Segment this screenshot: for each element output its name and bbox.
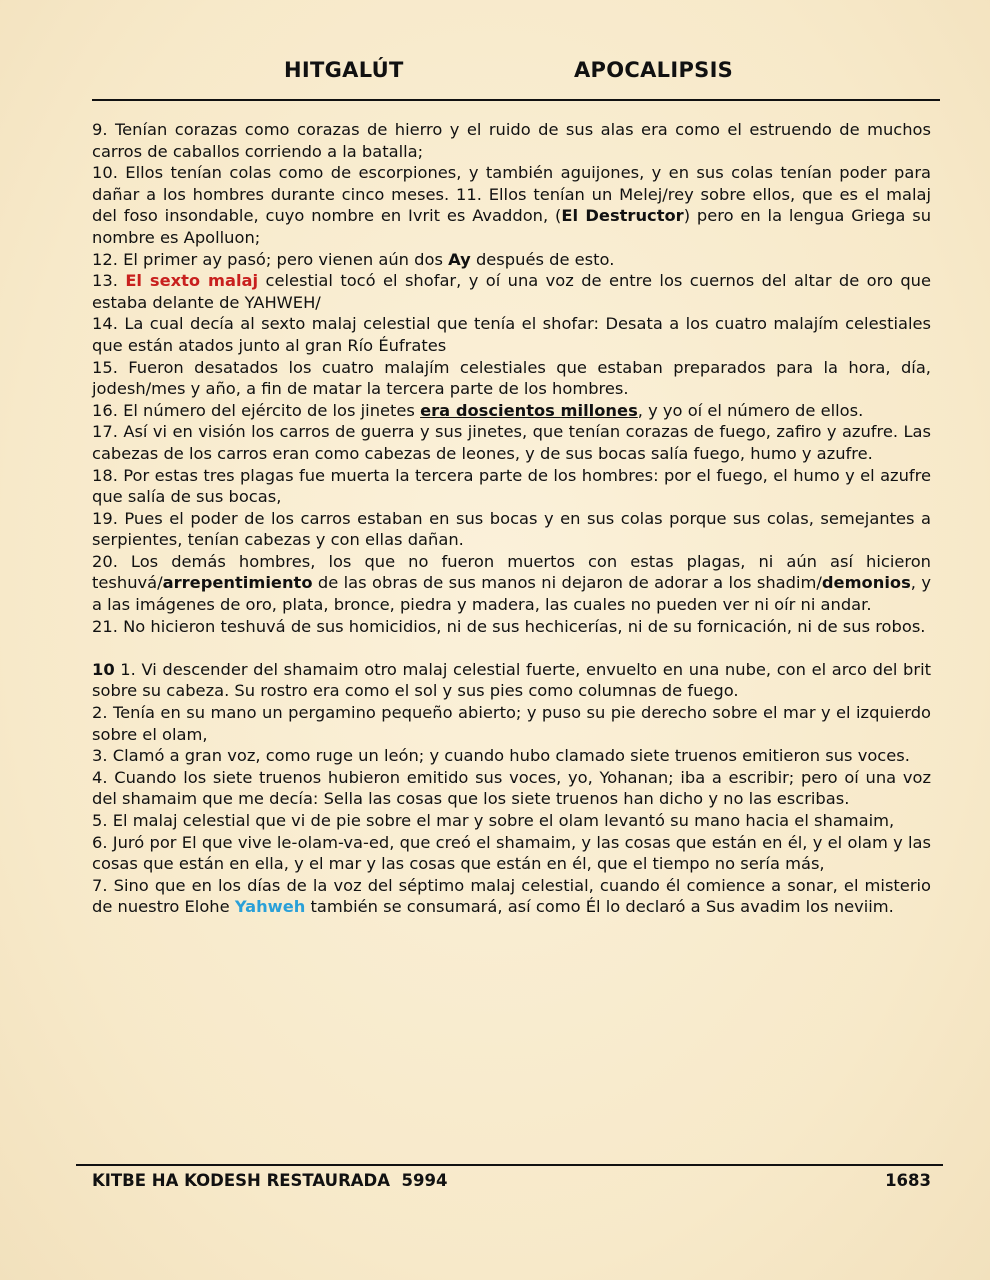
verse-14: 14. La cual decía al sexto malaj celestial que tenía el shofar: Desata a los cuatro malajím celestiales que están atados junto al gran Río Éufrates — [92, 314, 931, 355]
header-book-name: APOCALIPSIS — [574, 58, 734, 82]
verse-21: 21. No hicieron teshuvá de sus homicidios, ni de sus hechicerías, ni de su fornicación, ni de sus robos. — [92, 616, 926, 636]
verse-18: 18. Por estas tres plagas fue muerta la tercera parte de los hombres: por el fuego, el humo y el azufre que salía de sus bocas, — [92, 465, 931, 507]
underlined-doscientos-millones: era doscientos millones — [420, 400, 638, 420]
verse-9: 9. Tenían corazas como corazas de hierro y el ruido de sus alas era como el estruendo de muchos carros de caballos corriendo a la batalla; — [92, 120, 931, 161]
page-header — [0, 58, 990, 90]
chapter-10-verse-7: 7. Sino que en los días de la voz del séptimo malaj celestial, cuando él comience a sonar, el misterio de nuestro Elohe Yahweh también se consumará, así como Él lo declaró a Sus avadim los neviim. — [92, 875, 931, 917]
bold-el-destructor: El Destructor — [561, 206, 684, 226]
blue-yahweh: Yahweh — [234, 897, 306, 917]
footer-rule — [76, 1164, 943, 1166]
bold-demonios: demonios — [821, 573, 911, 593]
footer-book-edition: KITBE HA KODESH RESTAURADA 5994 — [92, 1171, 448, 1190]
chapter-10-verse-2: 2. Tenía en su mano un pergamino pequeño abierto; y puso su pie derecho sobre el mar y el izquierdo sobre el olam, — [92, 703, 931, 744]
header-rule — [92, 99, 940, 101]
chapter-number: 10 — [92, 659, 115, 679]
bold-arrepentimiento: arrepentimiento — [162, 573, 313, 593]
verse-17: 17. Así vi en visión los carros de guerra y sus jinetes, que tenían corazas de fuego, zafiro y azufre. Las cabezas de los carros eran como cabezas de leones, y de sus bocas salía fuego, humo y azufre. — [92, 422, 931, 463]
header-book-title: HITGALÚT — [284, 58, 404, 82]
page-number: 1683 — [885, 1171, 931, 1190]
verse-13: 13. El sexto malaj celestial tocó el shofar, y oí una voz de entre los cuernos del altar de oro que estaba delante de YAHWEH/ — [92, 271, 932, 312]
verse-12: 12. El primer ay pasó; pero vienen aún dos Ay después de esto. — [92, 249, 615, 269]
bold-ay: Ay — [448, 249, 471, 269]
verse-15: 15. Fueron desatados los cuatro malajím celestiales que estaban preparados para la hora, día, jodesh/mes y año, a fin de matar la tercera parte de los hombres. — [92, 357, 931, 399]
chapter-10-verse-4: 4. Cuando los siete truenos hubieron emitido sus voces, yo, Yohanan; iba a escribir; pero oí una voz del shamaim que me decía: Sella las cosas que los siete truenos han dicho y no las escribas. — [92, 767, 931, 809]
chapter-10-verse-1: 10 1. Vi descender del shamaim otro malaj celestial fuerte, envuelto en una nube, con el arco del brit sobre su cabeza. Su rostro era como el sol y sus pies como columnas de fuego. — [92, 659, 931, 701]
chapter-10-verse-6: 6. Juró por El que vive le-olam-va-ed, que creó el shamaim, y las cosas que están en él, y el olam y las cosas que están en ella, y el mar y las cosas que están en él, que el tiempo no sería más, — [92, 832, 931, 874]
chapter-10-verse-3: 3. Clamó a gran voz, como ruge un león; y cuando hubo clamado siete truenos emitieron sus voces. — [92, 746, 910, 766]
scripture-text — [92, 119, 931, 918]
chapter-gap — [92, 637, 931, 659]
verse-19: 19. Pues el poder de los carros estaban en sus bocas y en sus colas porque sus colas, semejantes a serpientes, tenían cabezas y con ellas dañan. — [92, 508, 931, 550]
verse-10-11: 10. Ellos tenían colas como de escorpiones, y también aguijones, y en sus colas tenían poder para dañar a los hombres durante cinco meses. 11. Ellos tenían un Melej/rey sobre ellos, que es el malaj del foso insondable, cuyo nombre en Ivrit es Avaddon, (El Destructor) pero en la lengua Griega su nombre es Apolluon; — [92, 163, 932, 247]
verse-16: 16. El número del ejército de los jinetes era doscientos millones, y yo oí el número de ellos. — [92, 400, 864, 420]
red-el-sexto-malaj: El sexto malaj — [125, 271, 259, 291]
chapter-10-verse-5: 5. El malaj celestial que vi de pie sobre el mar y sobre el olam levantó su mano hacia el shamaim, — [92, 811, 895, 830]
verse-20: 20. Los demás hombres, los que no fueron muertos con estas plagas, ni aún así hicieron teshuvá/arrepentimiento de las obras de sus manos ni dejaron de adorar a los shadim/demonios, y a las imágenes de oro, plata, bronce, piedra y madera, las cuales no pueden ver ni oír ni andar. — [92, 551, 931, 615]
